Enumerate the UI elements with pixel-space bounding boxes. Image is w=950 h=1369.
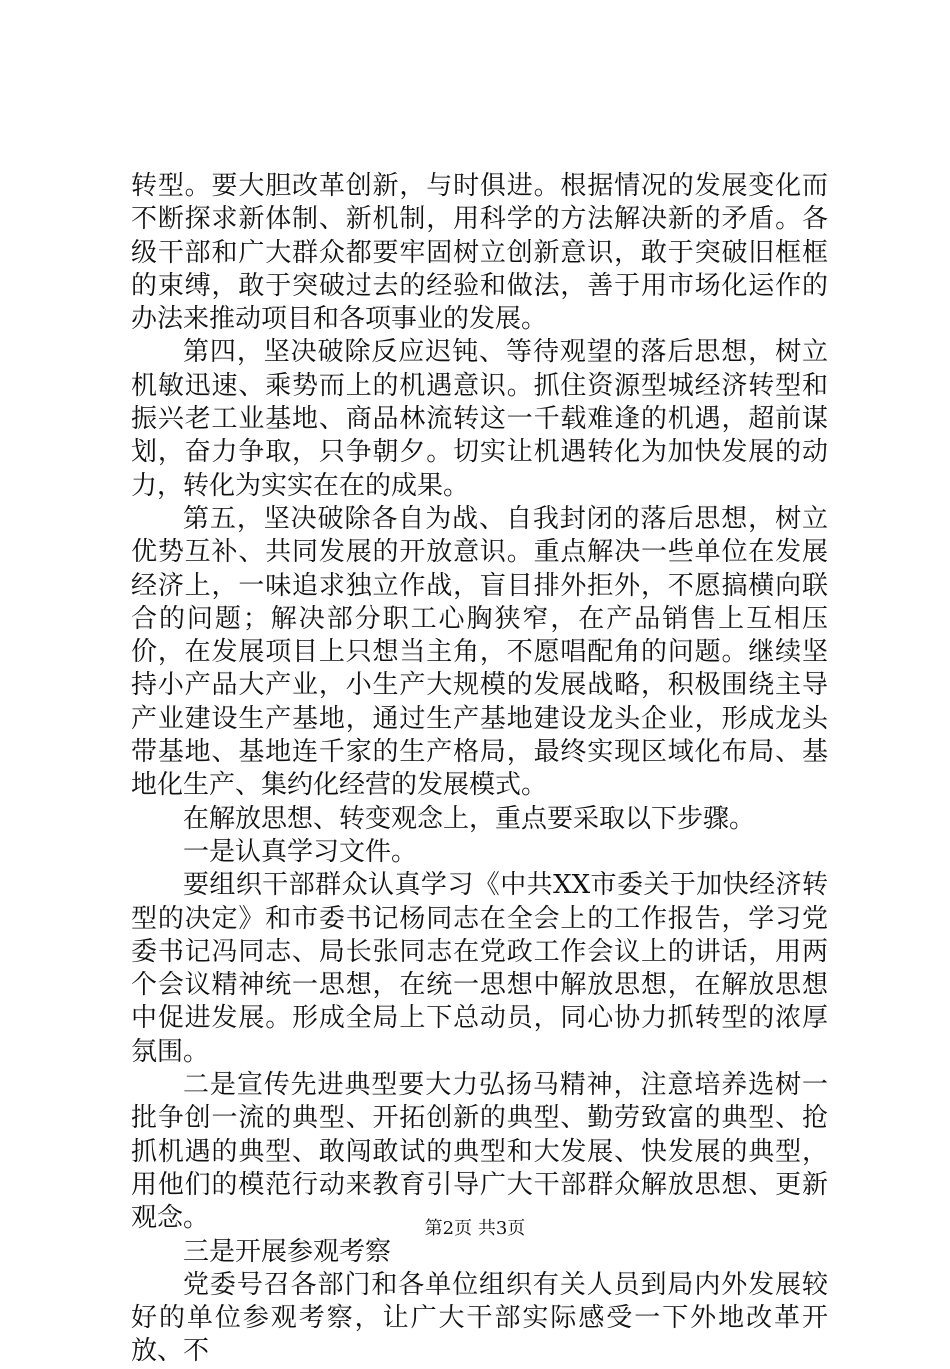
- paragraph-steps-intro: 在解放思想、转变观念上，重点要采取以下步骤。: [183, 803, 756, 834]
- document-body: [131, 170, 828, 1369]
- heading-step-one: 一是认真学习文件。: [183, 836, 418, 867]
- paragraph-point-five: 第五，坚决破除各自为战、自我封闭的落后思想，树立优势互补、共同发展的开放意识。重点解决一些单位在发展经济上，一味追求独立作战，盲目排外拒外，不愿搞横向联合的问题；解决部分职工心胸狭窄，在产品销售上互相压价，在发展项目上只想当主角，不愿唱配角的问题。继续坚持小产品大产业，小生产大规模的发展战略，积极围绕主导产业建设生产基地，通过生产基地建设龙头企业，形成龙头带基地、基地连千家的生产格局，最终实现区域化布局、基地化生产、集约化经营的发展模式。: [131, 503, 828, 801]
- paragraph-point-four: 第四，坚决破除反应迟钝、等待观望的落后思想，树立机敏迅速、乘势而上的机遇意识。抓住资源型城经济转型和振兴老工业基地、商品林流转这一千载难逢的机遇，超前谋划，奋力争取，只争朝夕。切实让机遇转化为加快发展的动力，转化为实实在在的成果。: [131, 337, 828, 501]
- paragraph-step-one: 要组织干部群众认真学习《中共XX市委关于加快经济转型的决定》和市委书记杨同志在全会上的工作报告，学习党委书记冯同志、局长张同志在党政工作会议上的讲话，用两个会议精神统一思想，在统一思想中解放思想，在解放思想中促进发展。形成全局上下总动员，同心协力抓转型的浓厚氛围。: [131, 870, 828, 1067]
- paragraph-step-two: 二是宣传先进典型要大力弘扬马精神，注意培养选树一批争创一流的典型、开拓创新的典型、勤劳致富的典型、抢抓机遇的典型、敢闯敢试的典型和大发展、快发展的典型，用他们的模范行动来教育引导广大干部群众解放思想、更新观念。: [131, 1070, 828, 1234]
- paragraph-step-three: 党委号召各部门和各单位组织有关人员到局内外发展较好的单位参观考察，让广大干部实际感受一下外地改革开放、不: [131, 1269, 828, 1367]
- heading-step-three: 三是开展参观考察: [183, 1236, 392, 1267]
- paragraph-continuation: 转型。要大胆改革创新，与时俱进。根据情况的发展变化而不断探求新体制、新机制，用科学的方法解决新的矛盾。各级干部和广大群众都要牢固树立创新意识，敢于突破旧框框的束缚，敢于突破过去的经验和做法，善于用市场化运作的办法来推动项目和各项事业的发展。: [131, 171, 828, 335]
- page-number-footer: 第2页 共3页: [424, 1218, 526, 1239]
